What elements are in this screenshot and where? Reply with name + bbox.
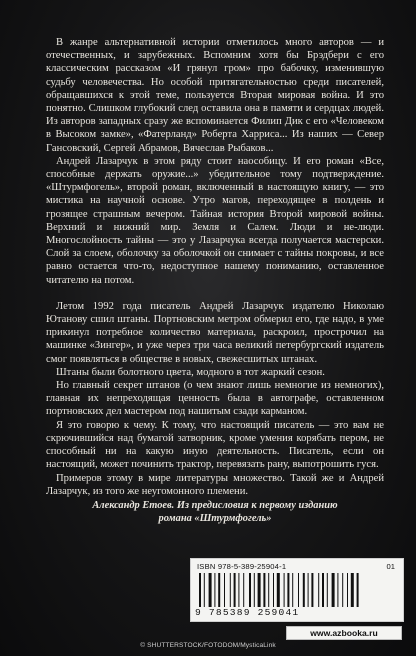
paragraph: В жанре альтернативной истории отметилось много авторов — и отечественных, и зарубежных. Вспомним хотя бы Брэдбери с его классическим рассказом «И грянул гром» про бабочку, изменившую судьбу человечества. Но особой притягательностью среди писателей, обращавшихся к этой теме, пользуется Вторая мировая война. И это понятно. Слишком глубокий след оставила она в памяти и сердцах людей. Из авторов западных сразу же вспоминается Филип Дик с его «Человеком в Высоком замке», «Фатерланд» Роберта Харриса... Из наших — Север Гансовский, Сергей Абрамов, Вячеслав Рыбаков...: [46, 37, 384, 154]
barcode-icon: [199, 573, 395, 607]
isbn-suffix: 01: [386, 562, 395, 571]
publisher-url: www.azbooka.ru: [286, 626, 402, 640]
paragraph: Но главный секрет штанов (о чем знают лишь немногие из немногих), главная их непреходящая ценность была в автографе, оставленном портновских дел мастером под нашитым сзади карманом.: [46, 380, 384, 418]
image-credits: © SHUTTERSTOCK/FOTODOM/MysticaLink: [140, 642, 276, 649]
paragraph: Штаны были болотного цвета, модного в тот жаркий сезон.: [56, 366, 325, 378]
quote-signature: [46, 500, 384, 525]
signature-line-1: Александр Етоев. Из предисловия к первому изданию: [92, 499, 338, 511]
barcode-digits: 9 785389 259041: [195, 607, 300, 618]
isbn-text: ISBN 978-5-389-25904-1: [197, 562, 287, 571]
paragraph: Примеров этому в мире литературы множество. Такой же и Андрей Лазарчук, из того же неугомонного племени.: [46, 472, 384, 497]
barcode-block: [190, 558, 404, 622]
annotation-text: [46, 36, 384, 525]
paragraph: Андрей Лазарчук в этом ряду стоит наособицу. И его роман «Все, способные держать оружие...» убедительное тому подтверждение. «Штурмфогель», второй роман, включенный в настоящую книгу, — это мистика на научной основе. Утро магов, переходящее в полдень и грозящее страшным вечером. Тайная история Второй мировой войны. Верхний и нижний мир. Земля и Салем. Люди и не-люди. Многослойность тайны — это у Лазарчука всегда получается мастерски. Слой за слоем, оболочку за оболочкой он снимает с тайны покровы, и все равно остается что-то, недоступное нашему пониманию, оставленное читателю на потом.: [46, 155, 384, 286]
paragraph: Я это говорю к чему. К тому, что настоящий писатель — это вам не скрючившийся над бумагой затворник, кроме умения корябать пером, не способный ни на какую иную деятельность. Писатель, если он настоящий, может починить трактор, перевязать рану, выпотрошить гуся.: [46, 419, 384, 471]
signature-line-2: романа «Штурмфогель»: [158, 512, 272, 524]
paragraph: Летом 1992 года писатель Андрей Лазарчук издателю Николаю Ютанову сшил штаны. Портновским метром обмерил его, где надо, в уме прикинул потребное количество материала, раскроил, прострочил на машинке «Зингер», и уже через три часа великий петербургский издатель смог появляться в обществе в новых, свежесшитых штанах.: [46, 300, 384, 365]
